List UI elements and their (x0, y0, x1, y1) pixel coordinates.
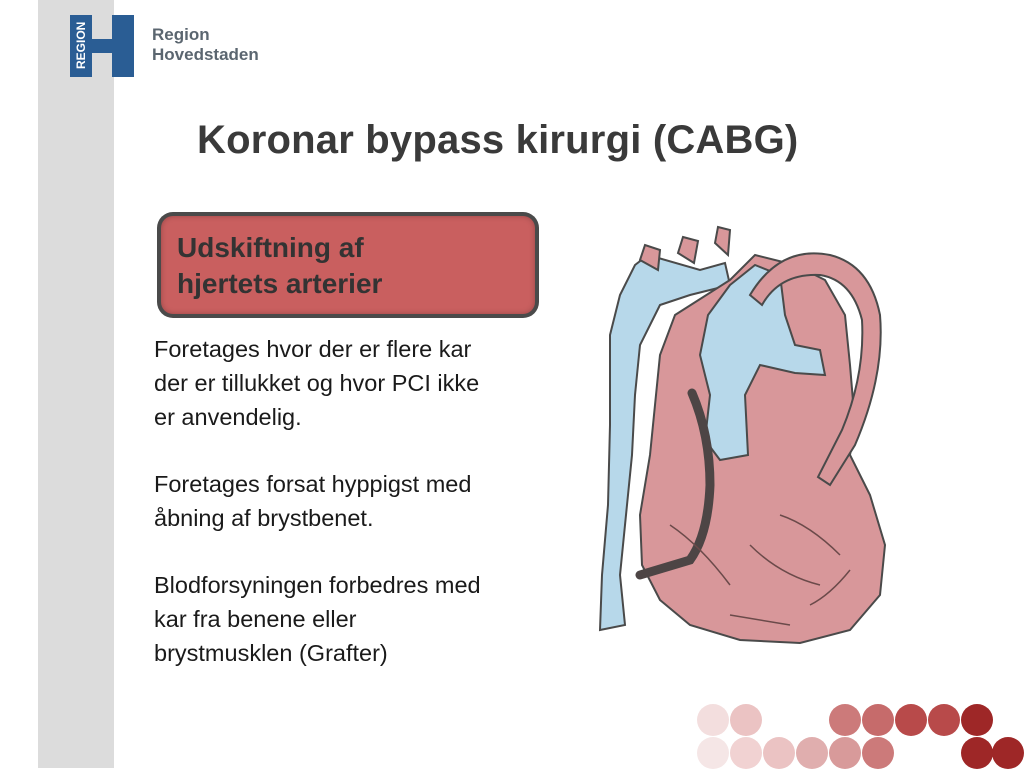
left-sidebar-bar (38, 0, 114, 768)
slide-title: Koronar bypass kirurgi (CABG) (197, 118, 799, 162)
paragraph-3-line-1: Blodforsyningen forbedres med (154, 572, 481, 598)
decorative-dot (992, 737, 1024, 769)
decorative-dot (961, 704, 993, 736)
logo-line-1: Region (152, 25, 210, 44)
logo-line-2: Hovedstaden (152, 45, 259, 64)
decorative-dot (796, 737, 828, 769)
paragraph-1-line-1: Foretages hvor der er flere kar (154, 336, 472, 362)
paragraph-1 (154, 332, 574, 434)
decorative-dot (928, 704, 960, 736)
decorative-dot (697, 737, 729, 769)
heart-bypass-illustration (580, 225, 910, 645)
decorative-dot (730, 737, 762, 769)
region-hovedstaden-logo (70, 15, 300, 79)
region-h-logo-icon (70, 15, 134, 77)
callout-box (157, 212, 539, 318)
logo-mark-text: REGION (74, 21, 88, 69)
decorative-dot (961, 737, 993, 769)
paragraph-2-line-2: åbning af brystbenet. (154, 505, 374, 531)
callout-inner (161, 216, 535, 314)
paragraph-3 (154, 568, 574, 670)
logo-wordmark (152, 25, 259, 65)
decorative-dot (697, 704, 729, 736)
arch-vessels (640, 227, 730, 270)
paragraph-3-line-3: brystmusklen (Grafter) (154, 640, 388, 666)
decorative-dot (829, 704, 861, 736)
decorative-dot (829, 737, 861, 769)
callout-text (177, 230, 517, 302)
paragraph-2-line-1: Foretages forsat hyppigst med (154, 471, 472, 497)
paragraph-2 (154, 467, 574, 535)
paragraph-1-line-3: er anvendelig. (154, 404, 302, 430)
body-text (154, 332, 574, 703)
paragraph-3-line-2: kar fra benene eller (154, 606, 357, 632)
callout-line-1: Udskiftning af (177, 232, 364, 263)
decorative-dot (895, 704, 927, 736)
callout-line-2: hjertets arterier (177, 268, 383, 299)
paragraph-1-line-2: der er tillukket og hvor PCI ikke (154, 370, 480, 396)
decorative-dot (862, 737, 894, 769)
decorative-dot (763, 737, 795, 769)
decorative-dot (862, 704, 894, 736)
decorative-dot (730, 704, 762, 736)
